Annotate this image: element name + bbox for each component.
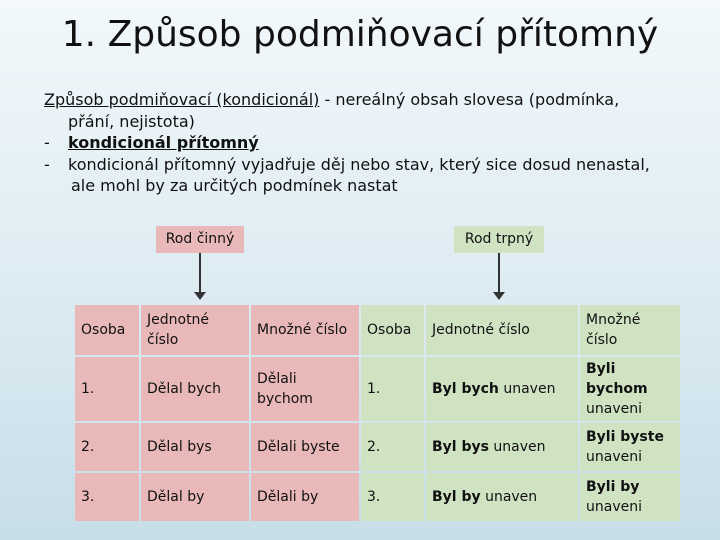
definition-rest: - nereálný obsah slovesa (podmínka, [319, 90, 620, 109]
passive-person-cell: 1. [361, 357, 424, 421]
passive-person-cell: 3. [361, 473, 424, 521]
active-singular-cell: Dělal by [141, 473, 249, 521]
table-row [75, 357, 680, 421]
header-active-singular: Jednotné číslo [141, 305, 249, 355]
passive-singular-aux: Byl bych [432, 381, 499, 397]
passive-singular-cell [426, 473, 578, 521]
passive-plural-aux: Byli by [586, 479, 640, 495]
active-plural-cell: Dělali by [251, 473, 359, 521]
bullet-dash: - [44, 154, 50, 174]
passive-voice-label: Rod trpný [454, 226, 544, 253]
active-plural-cell: Dělali byste [251, 423, 359, 471]
table-header-row [75, 305, 680, 355]
active-plural-cell: Dělali bychom [251, 357, 359, 421]
passive-singular-aux: Byl bys [432, 439, 489, 455]
passive-singular-participle: unaven [498, 381, 556, 397]
bullet-dash: - [44, 133, 50, 152]
header-active-person: Osoba [75, 305, 139, 355]
passive-singular-cell [426, 423, 578, 471]
slide-title: 1. Způsob podmiňovací přítomný [61, 14, 659, 55]
definition-line [44, 89, 684, 111]
header-passive-singular: Jednotné číslo [426, 305, 578, 355]
active-person-cell: 2. [75, 423, 139, 471]
table-row [75, 423, 680, 471]
passive-singular-cell [426, 357, 578, 421]
bullet-1-text: kondicionál přítomný [68, 133, 259, 152]
bullet-2-text: kondicionál přítomný vyjadřuje děj nebo stav, který sice dosud nenastal, [68, 154, 650, 174]
passive-plural-cell [580, 357, 680, 421]
passive-plural-participle: unaveni [586, 401, 642, 417]
active-arrow-line [199, 253, 201, 293]
table-row [75, 473, 680, 521]
passive-plural-aux: Byli bychom [586, 361, 648, 397]
passive-plural-participle: unaveni [586, 449, 642, 465]
active-voice-label: Rod činný [156, 226, 244, 253]
active-person-cell: 1. [75, 357, 139, 421]
passive-plural-cell [580, 423, 680, 471]
active-singular-cell: Dělal bys [141, 423, 249, 471]
passive-singular-aux: Byl by [432, 489, 481, 505]
conjugation-table [73, 303, 682, 523]
header-active-plural: Množné číslo [251, 305, 359, 355]
passive-person-cell: 2. [361, 423, 424, 471]
active-singular-cell: Dělal bych [141, 357, 249, 421]
passive-plural-aux: Byli byste [586, 429, 664, 445]
passive-singular-participle: unaven [480, 489, 538, 505]
bullet-2-continuation: ale mohl by za určitých podmínek nastat [71, 176, 398, 195]
passive-plural-cell [580, 473, 680, 521]
active-arrow-head [194, 292, 206, 300]
intro-text [44, 89, 684, 197]
active-person-cell: 3. [75, 473, 139, 521]
bullet-item-2 [44, 154, 684, 176]
header-passive-plural: Množné číslo [580, 305, 680, 355]
passive-arrow-line [498, 253, 500, 293]
passive-singular-participle: unaven [488, 439, 546, 455]
passive-arrow-head [493, 292, 505, 300]
bullet-item-1 [44, 132, 684, 154]
passive-plural-participle: unaveni [586, 499, 642, 515]
definition-term: Způsob podmiňovací (kondicionál) [44, 90, 320, 109]
definition-continuation: přání, nejistota) [68, 111, 195, 131]
header-passive-person: Osoba [361, 305, 424, 355]
